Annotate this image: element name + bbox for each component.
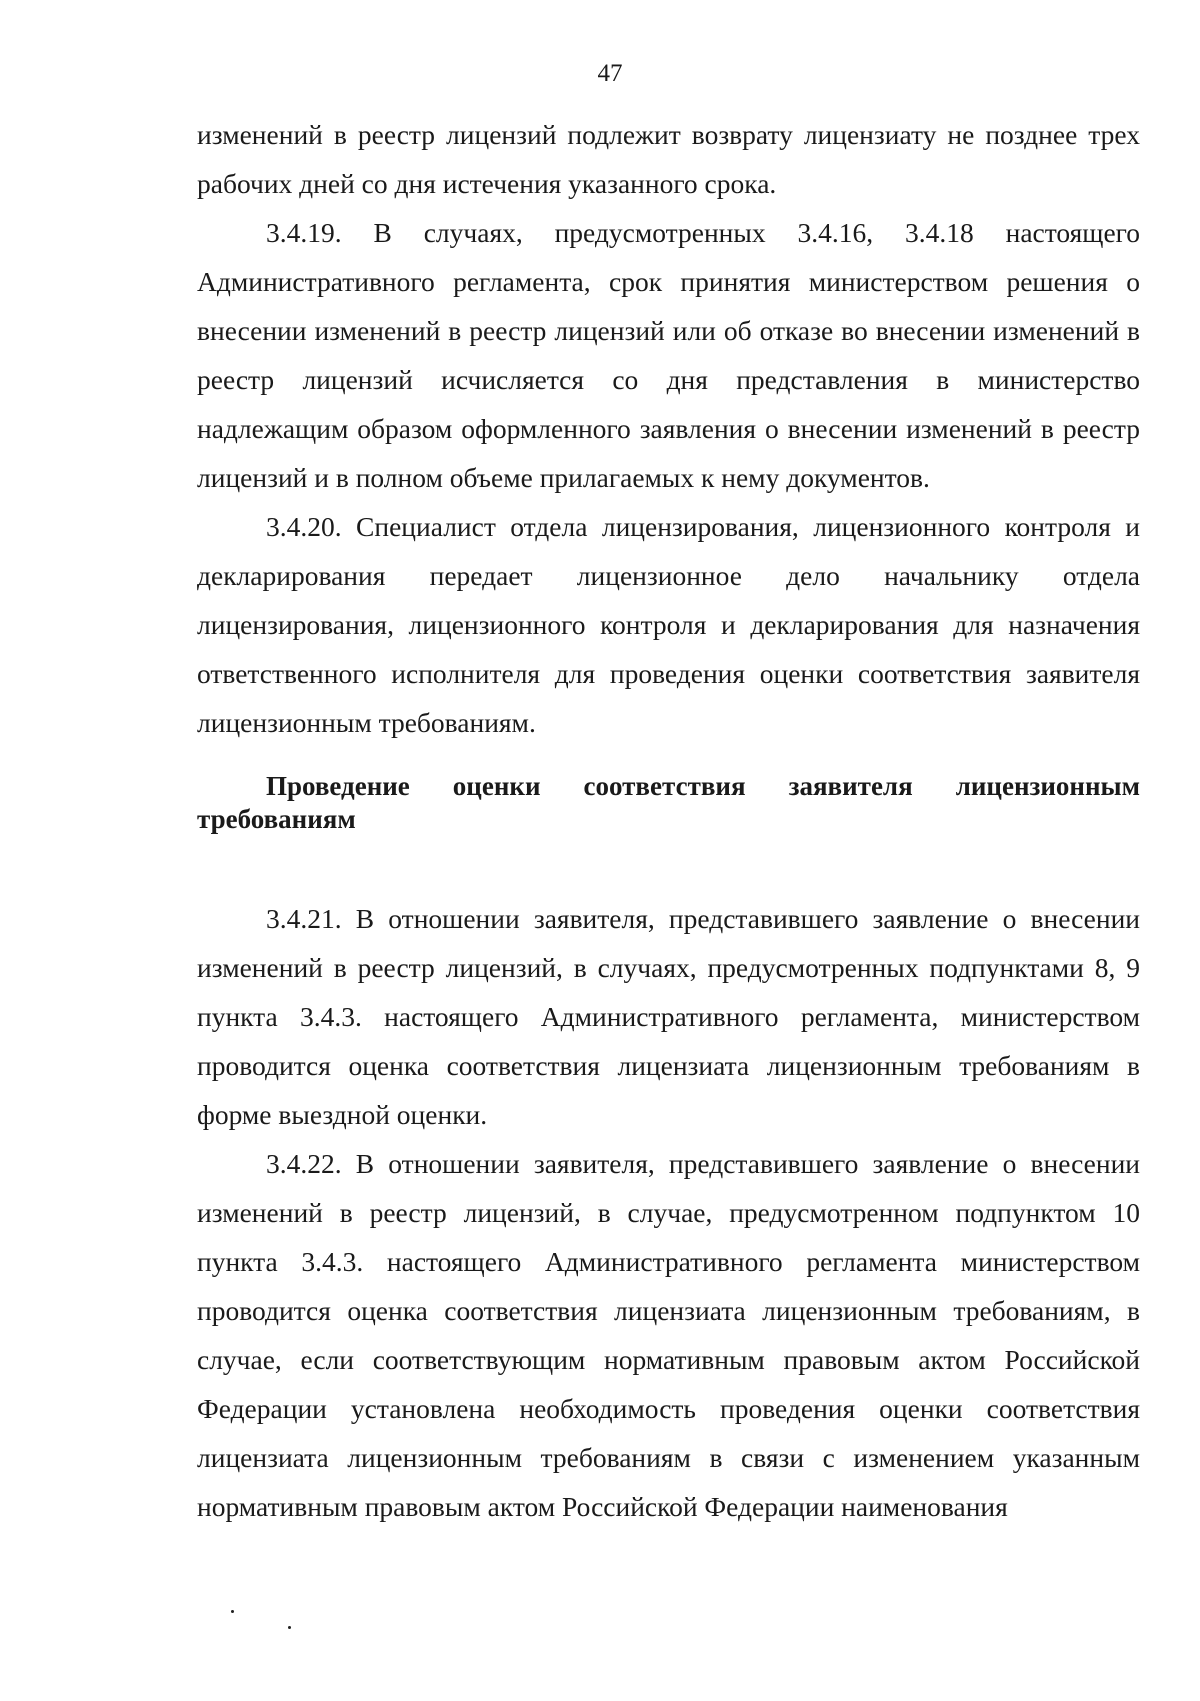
- text-block-top: [197, 110, 1140, 747]
- scan-speck: [288, 1626, 291, 1629]
- text-block-bottom: [197, 894, 1140, 1531]
- paragraph-3-4-19: 3.4.19. В случаях, предусмотренных 3.4.16, 3.4.18 настоящего Административного регламента, срок принятия министерством решения о внесении изменений в реестр лицензий или об отказе во внесении изменений в реестр лицензий исчисляется со дня представления в министерство надлежащим образом оформленного заявления о внесении изменений в реестр лицензий и в полном объеме прилагаемых к нему документов.: [197, 217, 1140, 493]
- page-number: 47: [597, 60, 623, 87]
- paragraph-3-4-20: 3.4.20. Специалист отдела лицензирования, лицензионного контроля и декларирования передает лицензионное дело начальнику отдела лицензирования, лицензионного контроля и декларирования для назначения ответственного исполнителя для проведения оценки соответствия заявителя лицензионным требованиям.: [197, 511, 1140, 738]
- paragraph-3-4-21: 3.4.21. В отношении заявителя, представившего заявление о внесении изменений в реестр лицензий, в случаях, предусмотренных подпунктами 8, 9 пункта 3.4.3. настоящего Административного регламента, министерством проводится оценка соответствия лицензиата лицензионным требованиям в форме выездной оценки.: [197, 903, 1140, 1130]
- paragraph-3-4-22: 3.4.22. В отношении заявителя, представившего заявление о внесении изменений в реестр лицензий, в случае, предусмотренном подпунктом 10 пункта 3.4.3. настоящего Административного регламента министерством проводится оценка соответствия лицензиата лицензионным требованиям, в случае, если соответствующим нормативным правовым актом Российской Федерации установлена необходимость проведения оценки соответствия лицензиата лицензионным требованиям в связи с изменением указанным нормативным правовым актом Российской Федерации наименования: [197, 1148, 1140, 1522]
- paragraph-continuation: изменений в реестр лицензий подлежит возврату лицензиату не позднее трех рабочих дней со дня истечения указанного срока.: [197, 119, 1140, 199]
- section-heading: Проведение оценки соответствия заявителя лицензионным требованиям: [197, 771, 1140, 834]
- scan-speck: [231, 1610, 234, 1613]
